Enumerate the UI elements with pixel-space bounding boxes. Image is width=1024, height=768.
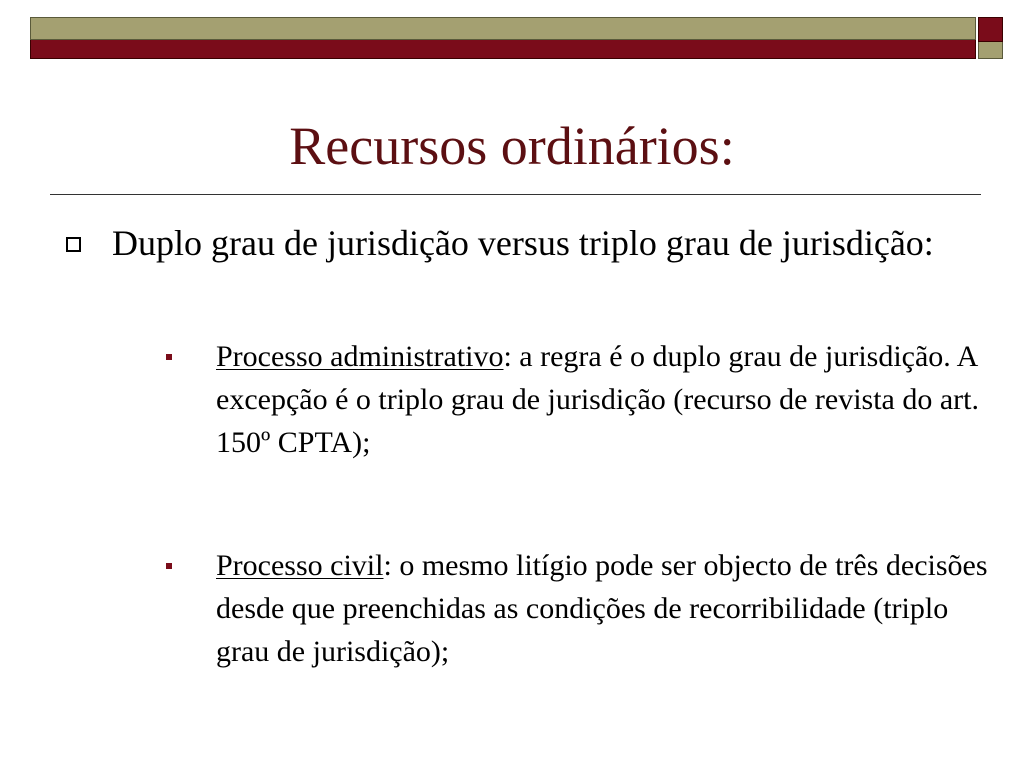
hollow-square-icon xyxy=(66,237,81,252)
subitem-administrativo xyxy=(216,335,996,464)
header-square-olive xyxy=(978,42,1003,59)
slide-title: Recursos ordinários: xyxy=(289,116,735,176)
small-square-icon xyxy=(166,563,172,569)
subitem-term: Processo civil xyxy=(216,549,384,582)
subitem-text: : a regra é o duplo grau de jurisdição. A excepção é o triplo grau de jurisdição (recurso de revista do art. 150º CPTA); xyxy=(216,340,980,459)
bullet-text: Duplo grau de jurisdição versus triplo grau de jurisdição: xyxy=(112,223,934,263)
subitem-term: Processo administrativo xyxy=(216,340,504,373)
header-bar-maroon xyxy=(30,40,976,59)
subitem-civil xyxy=(216,544,996,673)
subitem-text: : o mesmo litígio pode ser objecto de três decisões desde que preenchidas as condições de recorribilidade (triplo grau de jurisdição); xyxy=(216,549,988,668)
header-bar-olive xyxy=(30,17,976,40)
small-square-icon xyxy=(166,354,172,360)
header-square-maroon xyxy=(978,17,1003,42)
title-divider xyxy=(50,194,981,195)
